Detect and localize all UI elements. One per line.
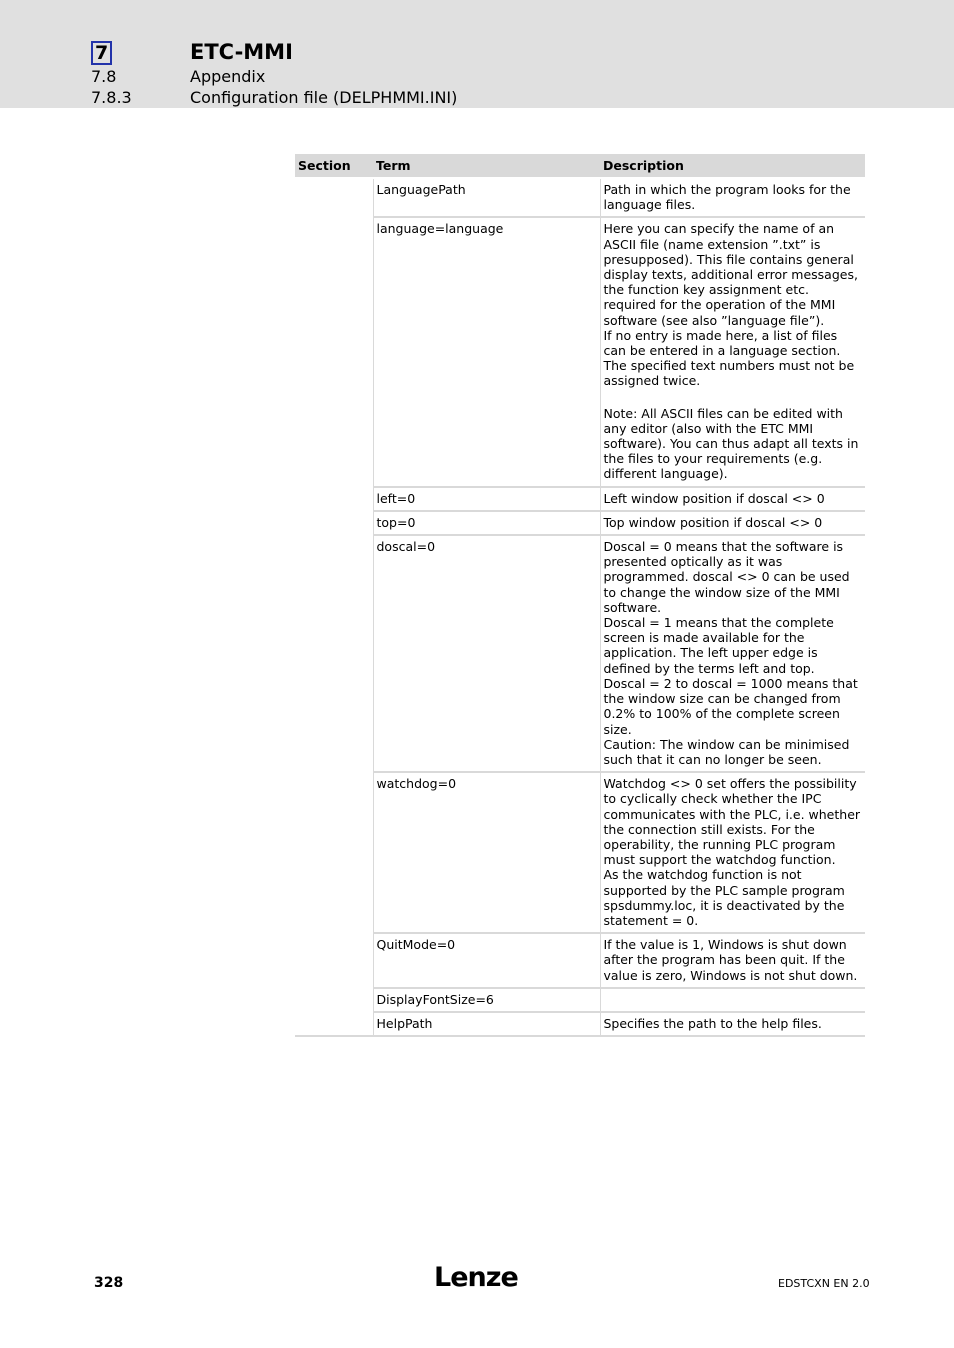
document-id: EDSTCXN EN 2.0 <box>778 1277 870 1290</box>
col-header-term: Term <box>373 154 600 178</box>
table-row <box>295 511 865 535</box>
col-header-section: Section <box>295 154 373 178</box>
chapter-number[interactable]: 7 <box>91 41 112 65</box>
page-number: 328 <box>94 1275 124 1291</box>
term-cell: QuitMode=0 <box>373 933 600 988</box>
subsection-title: Configuration file (DELPHMMI.INI) <box>190 88 458 107</box>
page-header <box>0 0 954 108</box>
section-cell <box>295 511 373 535</box>
description-paragraph: Path in which the program looks for the language files. <box>603 182 851 213</box>
description-cell <box>600 933 865 988</box>
section-cell <box>295 772 373 933</box>
table-body <box>295 178 865 1036</box>
table-row <box>295 988 865 1012</box>
table-row <box>295 217 865 486</box>
description-cell <box>600 511 865 535</box>
description-cell <box>600 217 865 486</box>
subsection-number: 7.8.3 <box>91 88 132 107</box>
section-number: 7.8 <box>91 67 117 86</box>
term-cell: doscal=0 <box>373 535 600 772</box>
description-paragraph: Doscal = 0 means that the software is presented optically as it was programmed. doscal <> 0 can be used to change the window size of the MMI software. <box>603 539 850 615</box>
table-row <box>295 535 865 772</box>
col-header-description: Description <box>600 154 865 178</box>
table-row <box>295 487 865 511</box>
description-cell <box>600 487 865 511</box>
config-table <box>295 154 865 1037</box>
table-header-row <box>295 154 865 178</box>
description-paragraph: Caution: The window can be minimised such that it can no longer be seen. <box>603 736 850 767</box>
lenze-logo: Lenze <box>434 1262 518 1293</box>
description-cell <box>600 178 865 217</box>
term-cell: watchdog=0 <box>373 772 600 933</box>
description-paragraph <box>604 389 863 406</box>
section-cell <box>295 535 373 772</box>
term-cell: HelpPath <box>373 1012 600 1036</box>
description-paragraph: Top window position if doscal <> 0 <box>603 514 823 530</box>
section-cell <box>295 933 373 988</box>
description-cell <box>600 1012 865 1036</box>
description-paragraph: Doscal = 1 means that the complete screen is made available for the application. The left upper edge is defined by the terms left and top. <box>603 615 834 676</box>
description-paragraph: Here you can specify the name of an ASCII file (name extension ”.txt” is presupposed). This file contains general display texts, additional error messages, the function key assignment etc. required for the operation of the MMI software (see also ”language file”). <box>603 221 858 328</box>
section-cell <box>295 988 373 1012</box>
table-row <box>295 178 865 217</box>
section-cell <box>295 178 373 217</box>
term-cell: DisplayFontSize=6 <box>373 988 600 1012</box>
table-row <box>295 933 865 988</box>
section-cell <box>295 217 373 486</box>
description-paragraph: If the value is 1, Windows is shut down after the program has been quit. If the value is zero, Windows is not shut down. <box>603 937 858 983</box>
description-paragraph: Specifies the path to the help files. <box>603 1015 822 1031</box>
term-cell: LanguagePath <box>373 178 600 217</box>
term-cell: top=0 <box>373 511 600 535</box>
term-cell: left=0 <box>373 487 600 511</box>
description-paragraph: Note: All ASCII files can be edited with any editor (also with the ETC MMI software). You can thus adapt all texts in the files to your requirements (e.g. different language). <box>603 405 859 482</box>
section-cell <box>295 1012 373 1036</box>
description-cell <box>600 988 865 1012</box>
chapter-number-box[interactable] <box>91 40 112 65</box>
description-cell <box>600 772 865 933</box>
description-cell <box>600 535 865 772</box>
section-cell <box>295 487 373 511</box>
section-title: Appendix <box>190 67 266 86</box>
table-row <box>295 1012 865 1036</box>
description-paragraph: If no entry is made here, a list of files can be entered in a language section. The specified text numbers must not be assigned twice. <box>603 327 855 389</box>
description-paragraph: Doscal = 2 to doscal = 1000 means that the window size can be changed from 0.2% to 100% of the complete screen size. <box>603 675 858 737</box>
table-row <box>295 772 865 933</box>
chapter-title: ETC-MMI <box>190 40 293 64</box>
description-paragraph: As the watchdog function is not supported by the PLC sample program spsdummy.loc, it is deactivated by the statement = 0. <box>603 867 845 928</box>
description-paragraph: Watchdog <> 0 set offers the possibility to cyclically check whether the IPC communicates with the PLC, i.e. whether the connection still exists. For the operability, the running PLC program must support the watchdog function. <box>603 776 861 868</box>
description-paragraph: Left window position if doscal <> 0 <box>603 490 825 506</box>
term-cell: language=language <box>373 217 600 486</box>
